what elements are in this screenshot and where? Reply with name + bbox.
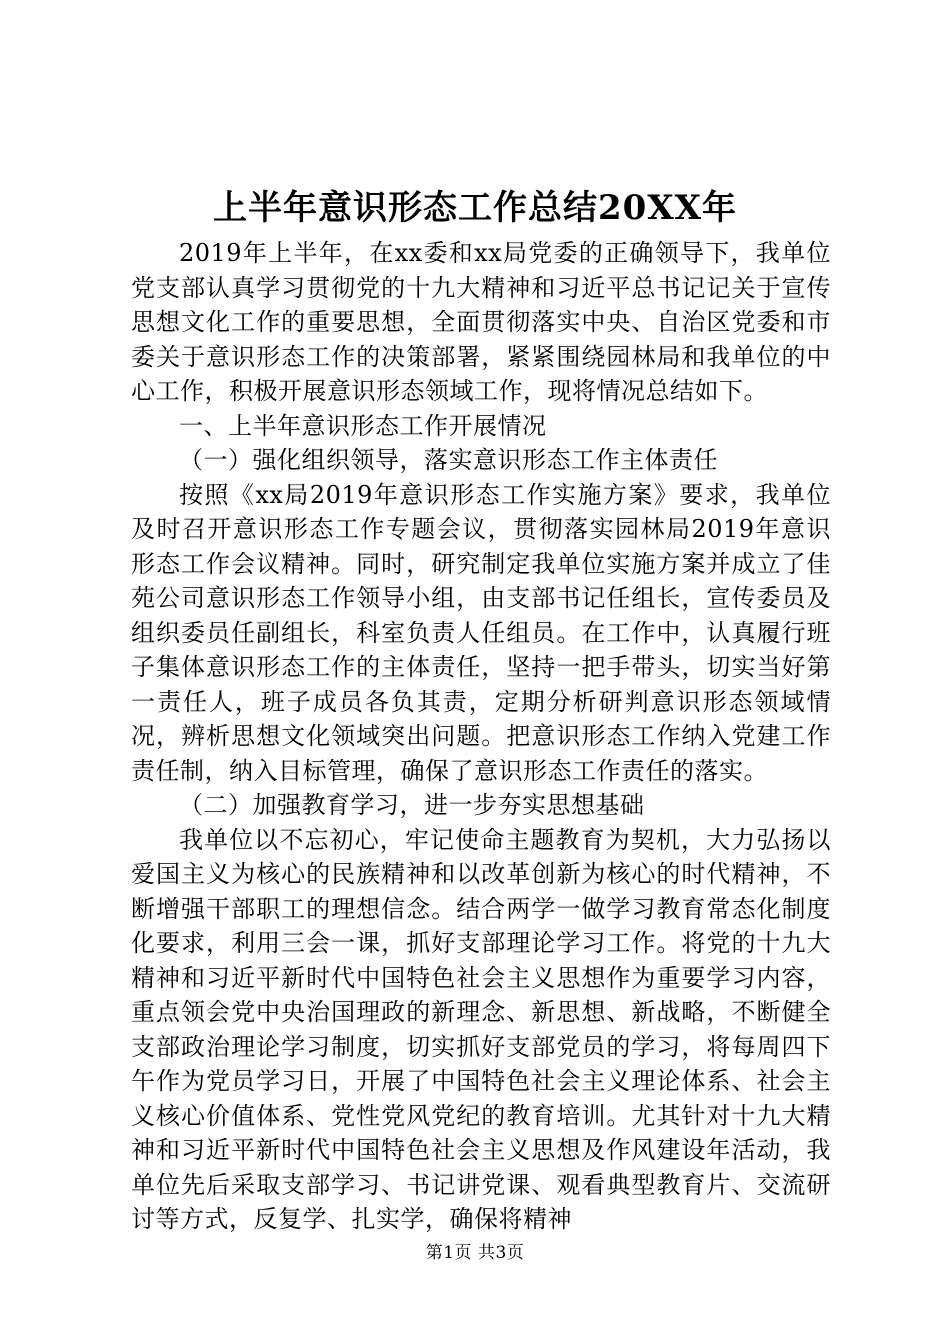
document-title: 上半年意识形态工作总结20XX年 [212,188,738,228]
document-body [131,236,831,1237]
intro-paragraph: 2019年上半年，在xx委和xx局党委的正确领导下，我单位党支部认真学习贯彻党的十九大精神和习近平总书记记关于宣传思想文化工作的重要思想，全面贯彻落实中央、自治区党委和市委关于意识形态工作的决策部署，紧紧围绕园林局和我单位的中心工作，积极开展意识形态领域工作，现将情况总结如下。 [131,239,831,405]
page-number-footer: 第1页 共3页 [425,1243,525,1263]
body-paragraph-1: 按照《xx局2019年意识形态工作实施方案》要求，我单位及时召开意识形态工作专题会议，贯彻落实园林局2019年意识形态工作会议精神。同时，研究制定我单位实施方案并成立了佳苑公司意识形态工作领导小组，由支部书记任组长，宣传委员及组织委员任副组长，科室负责人任组员。在工作中，认真履行班子集体意识形态工作的主体责任，坚持一把手带头，切实当好第一责任人，班子成员各负其责，定期分析研判意识形态领域情况，辨析思想文化领域突出问题。把意识形态工作纳入党建工作责任制，纳入目标管理，确保了意识形态工作责任的落实。 [131,480,831,785]
body-paragraph-2: 我单位以不忘初心，牢记使命主题教育为契机，大力弘扬以爱国主义为核心的民族精神和以改革创新为核心的时代精神，不断增强干部职工的理想信念。结合两学一做学习教育常态化制度化要求，利用三会一课，抓好支部理论学习工作。将党的十九大精神和习近平新时代中国特色社会主义思想作为重要学习内容，重点领会党中央治国理政的新理念、新思想、新战略，不断健全支部政治理论学习制度，切实抓好支部党员的学习，将每周四下午作为党员学习日，开展了中国特色社会主义理论体系、社会主义核心价值体系、党性党风党纪的教育培训。尤其针对十九大精神和习近平新时代中国特色社会主义思想及作风建设年活动，我单位先后采取支部学习、书记讲党课、观看典型教育片、交流研讨等方式，反复学、扎实学，确保将精神 [131,825,831,1233]
section-heading-1: 一、上半年意识形态工作开展情况 [179,411,547,440]
subsection-heading-1: （一）强化组织领导，落实意识形态工作主体责任 [179,446,718,474]
subsection-heading-2: （二）加强教育学习，进一步夯实思想基础 [179,791,645,819]
